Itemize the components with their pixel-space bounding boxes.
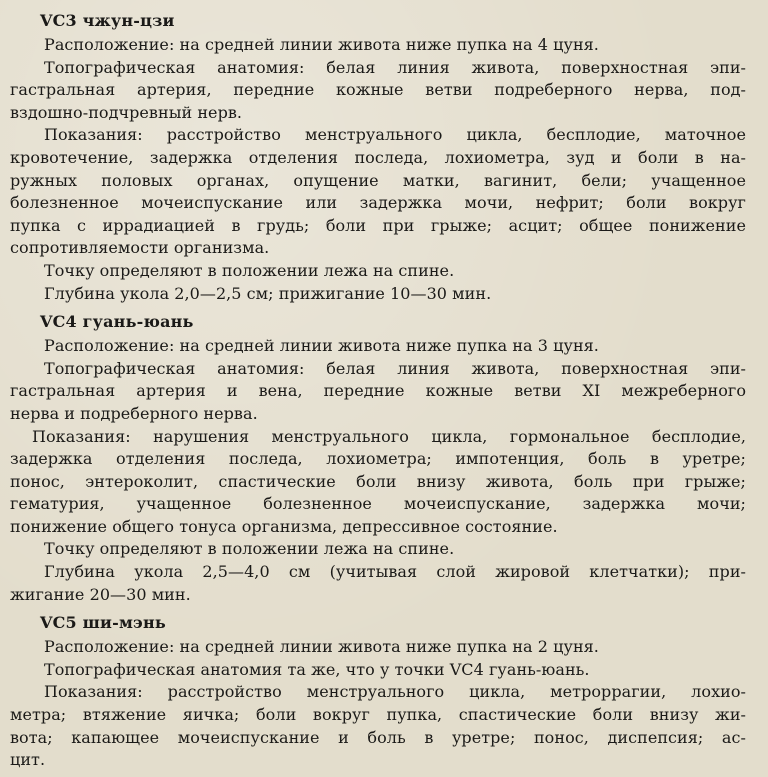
text-line: Показания: расстройство менструального цикла, бесплодие, маточное — [44, 125, 746, 145]
text-line: сопротивляемости организма. — [10, 238, 270, 258]
text-line: Показания: нарушения менструального цикла, гормональное бесплодие, — [32, 426, 746, 446]
text-line: Глубина укола 2,0—2,5 см; прижигание 10—30 мин. — [44, 283, 492, 303]
text-line: Точку определяют в положении лежа на спине. — [44, 260, 455, 280]
text-line: Расположение: на средней линии живота ниже пупка на 4 цуня. — [44, 35, 599, 54]
text-line: жигание 20—30 мин. — [10, 584, 191, 604]
text-line: вздошно-подчревный нерв. — [10, 102, 243, 122]
text-line: пупка с иррадиацией в грудь; боли при грыже; асцит; общее понижение — [10, 215, 746, 235]
section-vc3 — [10, 10, 746, 305]
text-line: задержка отделения последа, лохиометра; импотенция, боль в уретре; — [10, 449, 746, 469]
text-line: Топографическая анатомия: белая линия живота, поверхностная эпи- — [44, 358, 746, 378]
section-title: VC5 ши-мэнь — [40, 613, 166, 633]
text-line: Топографическая анатомия та же, что у точки VC4 гуань-юань. — [44, 659, 590, 679]
text-line: нерва и подреберного нерва. — [10, 403, 258, 423]
text-line: Расположение: на средней линии живота ниже пупка на 3 цуня. — [44, 336, 599, 356]
section-body — [10, 335, 746, 606]
section-body — [10, 636, 746, 772]
text-line: Показания: расстройство менструального цикла, метроррагии, лохио- — [44, 682, 746, 702]
section-vc4 — [10, 311, 746, 606]
text-line: вота; капающее мочеиспускание и боль в уретре; понос, диспепсия; ас- — [10, 727, 746, 747]
text-line: метра; втяжение яичка; боли вокруг пупка, спастические боли внизу жи- — [10, 705, 746, 725]
section-vc5 — [10, 612, 746, 772]
text-line: гематурия, учащенное болезненное мочеиспускание, задержка мочи; — [10, 494, 746, 514]
section-title: VC4 гуань-юань — [40, 312, 194, 332]
text-line: Расположение: на средней линии живота ниже пупка на 2 цуня. — [44, 637, 599, 657]
text-line: Точку определяют в положении лежа на спине. — [44, 539, 455, 559]
text-line: Топографическая анатомия: белая линия живота, поверхностная эпи- — [44, 57, 746, 77]
text-line: ружных половых органах, опущение матки, вагинит, бели; учащенное — [10, 170, 746, 190]
text-line: кровотечение, задержка отделения последа, лохиометра, зуд и боли в на- — [10, 147, 746, 167]
section-title: VC3 чжун-цзи — [40, 11, 175, 30]
text-line: понос, энтероколит, спастические боли внизу живота, боль при грыже; — [10, 471, 746, 491]
text-line: Глубина укола 2,5—4,0 см (учитывая слой жировой клетчатки); при- — [44, 562, 746, 582]
text-line: цит. — [10, 750, 46, 770]
text-line: понижение общего тонуса организма, депрессивное состояние. — [10, 516, 558, 536]
text-line: болезненное мочеиспускание или задержка мочи, нефрит; боли вокруг — [10, 193, 746, 213]
section-body — [10, 34, 746, 305]
text-line: гастральная артерия и вена, передние кожные ветви XI межреберного — [10, 381, 746, 401]
text-line: гастральная артерия, передние кожные ветви подреберного нерва, под- — [10, 80, 746, 100]
